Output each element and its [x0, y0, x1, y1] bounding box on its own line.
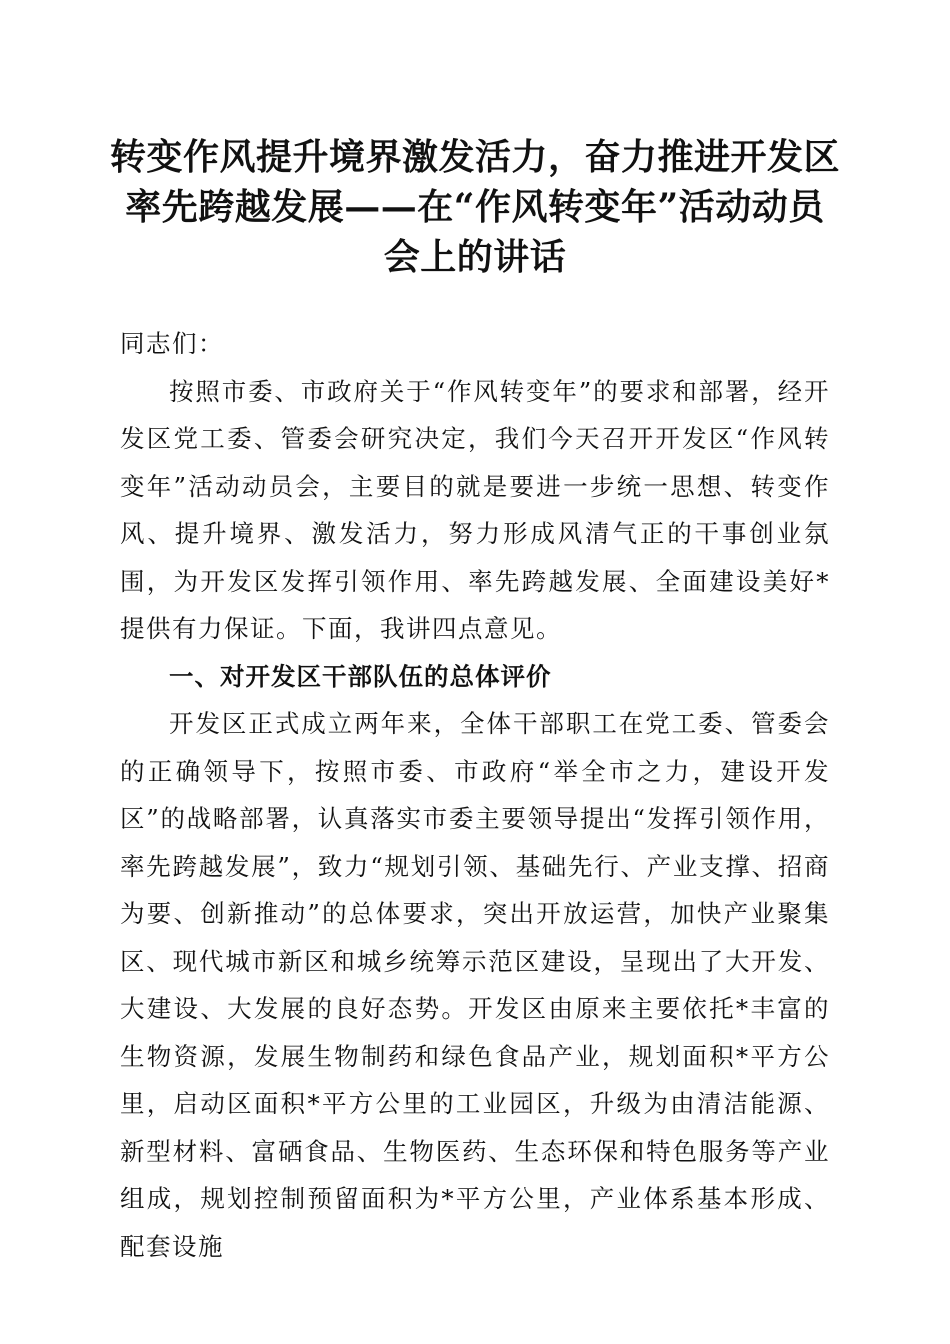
document-title: 转变作风提升境界激发活力，奋力推进开发区率先跨越发展——在“作风转变年”活动动员会上的讲话 [110, 136, 841, 278]
salutation: 同志们： [120, 329, 224, 358]
document-body [120, 320, 830, 1270]
intro-paragraph: 按照市委、市政府关于“作风转变年”的要求和部署，经开发区党工委、管委会研究决定，我们今天召开开发区“作风转变年”活动动员会，主要目的就是要进一步统一思想、转变作风、提升境界、激发活力，努力形成风清气正的干事创业氛围，为开发区发挥引领作用、率先跨越发展、全面建设美好*提供有力保证。下面，我讲四点意见。 [120, 376, 830, 643]
section-heading: 一、对开发区干部队伍的总体评价 [169, 661, 552, 691]
section-paragraph: 开发区正式成立两年来，全体干部职工在党工委、管委会的正确领导下，按照市委、市政府“举全市之力，建设开发区”的战略部署，认真落实市委主要领导提出“发挥引领作用，率先跨越发展”，致力“规划引领、基础先行、产业支撑、招商为要、创新推动”的总体要求，突出开放运营，加快产业聚集区、现代城市新区和城乡统筹示范区建设，呈现出了大开发、大建设、大发展的良好态势。开发区由原来主要依托*丰富的生物资源，发展生物制药和绿色食品产业，规划面积*平方公里，启动区面积*平方公里的工业园区，升级为由清洁能源、新型材料、富硒食品、生物医药、生态环保和特色服务等产业组成，规划控制预留面积为*平方公里，产业体系基本形成、配套设施 [120, 709, 830, 1261]
